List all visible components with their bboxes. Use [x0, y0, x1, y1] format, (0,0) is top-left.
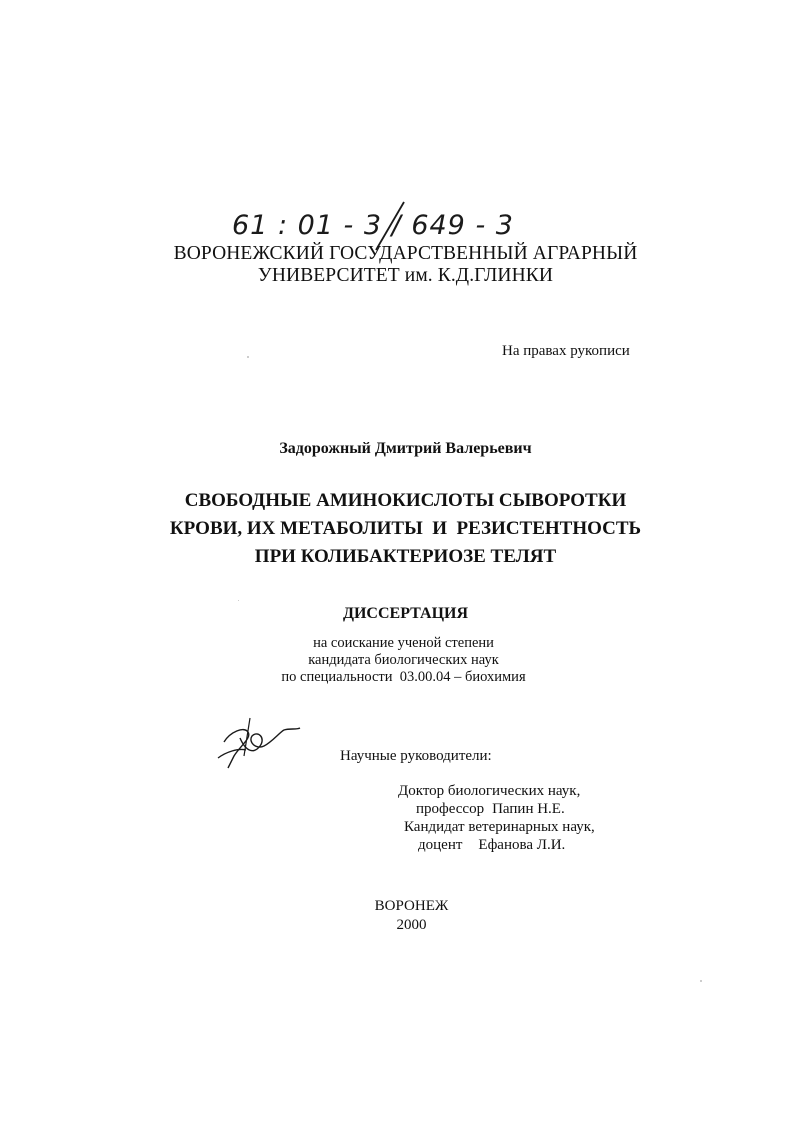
- degree-line-2: кандидата биологических наук: [308, 652, 499, 668]
- advisor-1-name: Папин Н.Е.: [492, 801, 565, 817]
- city-year: [14, 897, 795, 935]
- city: ВОРОНЕЖ: [374, 898, 449, 914]
- university-line-2: УНИВЕРСИТЕТ им. К.Д.ГЛИНКИ: [257, 265, 554, 286]
- title-line-2: КРОВИ, ИХ МЕТАБОЛИТЫ И РЕЗИСТЕНТНОСТЬ: [169, 518, 642, 539]
- signature-mark: [210, 712, 302, 770]
- advisor-2-line: [404, 836, 595, 854]
- advisor-2-name: Ефанова Л.И.: [478, 837, 566, 853]
- handwritten-code-text: 61 : 01 - 3 / 649 - 3: [232, 210, 514, 241]
- advisor-1-degree: Доктор биологических наук,: [398, 783, 581, 799]
- year: 2000: [396, 917, 427, 933]
- advisor-2-degree: Кандидат ветеринарных наук,: [404, 819, 595, 835]
- rights-note: На правах рукописи: [502, 343, 630, 359]
- advisors-list: [398, 782, 595, 854]
- title-line-1: СВОБОДНЫЕ АМИНОКИСЛОТЫ СЫВОРОТКИ: [184, 490, 627, 511]
- advisor-1-line: [398, 800, 595, 818]
- scan-speck: [700, 980, 702, 982]
- university-line-1: ВОРОНЕЖСКИЙ ГОСУДАРСТВЕННЫЙ АГРАРНЫЙ: [173, 243, 638, 264]
- degree-line-3: по специальности 03.00.04 – биохимия: [281, 669, 526, 685]
- document-type: ДИССЕРТАЦИЯ: [342, 605, 469, 622]
- scan-speck: [247, 356, 249, 358]
- advisors-label: Научные руководители:: [340, 748, 492, 764]
- advisor-1-title: профессор: [416, 801, 485, 817]
- scan-speck: [238, 600, 239, 601]
- advisor-2-title: доцент: [418, 837, 463, 853]
- university-name: [8, 243, 795, 287]
- degree-info: [6, 635, 795, 686]
- author-name: Задорожный Дмитрий Валерьевич: [279, 440, 532, 457]
- dissertation-title: [8, 487, 795, 571]
- degree-line-1: на соискание ученой степени: [313, 635, 494, 651]
- title-line-3: ПРИ КОЛИБАКТЕРИОЗЕ ТЕЛЯТ: [254, 546, 557, 567]
